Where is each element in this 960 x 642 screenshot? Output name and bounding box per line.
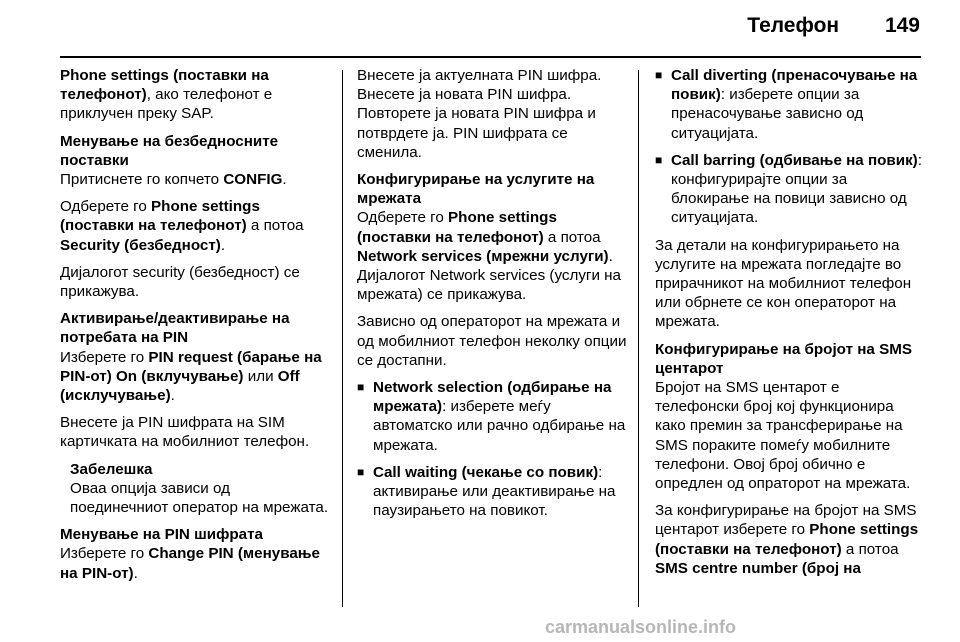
term: Phone settings (поставки на телефонот) (60, 198, 260, 235)
text: : активирање или деактивирање на паузирањето на повикот. (373, 463, 616, 520)
text: Одберете го (357, 209, 449, 227)
text: . (220, 236, 226, 254)
paragraph (655, 501, 927, 578)
term: PIN request (барање на PIN-от) On (вклучување) (60, 348, 322, 385)
term: Call waiting (чекање со повик) (373, 463, 599, 481)
term: Call diverting (пренасочување на повик) (671, 67, 918, 104)
page-number: 149 (884, 14, 920, 37)
term: Call barring (одбивање на повик) (671, 151, 918, 169)
text: , ако телефонот е приклучен преку SAP. (60, 86, 273, 123)
text: : конфигурирајте опции за блокирање на повици зависно од ситуацијата. (671, 151, 922, 227)
text: За конфигурирање на бројот на SMS центарот изберете го (655, 502, 917, 539)
text: Дијалогот Network services (услуги на мрежата) се прикажува. (357, 267, 622, 304)
text: : изберете меѓу автоматско или рачно одбирање на мрежата. (373, 398, 626, 454)
term: Phone settings (поставки на телефонот) (357, 209, 557, 246)
list-item (357, 463, 629, 521)
page-header (747, 14, 920, 38)
paragraph (655, 340, 927, 494)
column-divider (342, 70, 343, 607)
text: Изберете го (60, 348, 149, 366)
column-left (60, 66, 332, 591)
paragraph (60, 66, 332, 124)
paragraph: Зависно од операторот на мрежата и од мобилниот телефон неколку опции се достапни. (357, 313, 627, 369)
text: . (170, 387, 175, 405)
text: . (608, 247, 613, 265)
note-box (60, 460, 332, 518)
term: Security (безбедност) (60, 236, 221, 254)
paragraph: Внесете ја PIN шифрата на SIM картичката на мобилниот телефон. (60, 414, 310, 451)
list-item (655, 66, 927, 143)
watermark: carmanualsonline.info (545, 617, 737, 637)
column-divider (638, 70, 639, 607)
text: . (282, 171, 287, 189)
list-item (357, 378, 629, 455)
paragraph (357, 170, 629, 304)
note-title: Забелешка (70, 460, 153, 478)
paragraph: Внесете ја актуелната PIN шифра. Внесете ја новата PIN шифра. Повторете ја новата PIN шифра и потврдете ја. PIN шифрата се сменила. (357, 67, 602, 161)
text: Притиснете го копчето (60, 171, 224, 189)
section-heading: Активирање/деактивирање на потребата на PIN (60, 310, 290, 347)
term: Network services (мрежни услуги) (357, 247, 609, 265)
term: Change PIN (менување на PIN-от) (60, 545, 321, 582)
paragraph (60, 525, 332, 583)
paragraph (60, 309, 332, 405)
section-heading: Конфигурирање на услугите на мрежата (357, 171, 595, 208)
term: Phone settings (поставки на телефонот) (655, 521, 919, 558)
section-heading: Менување на безбедносните поставки (60, 132, 279, 169)
term: SMS centre number (број на (655, 559, 861, 577)
list-item (655, 151, 927, 228)
text: Изберете го (60, 545, 149, 563)
section-heading: Конфигурирање на бројот на SMS центарот (655, 340, 912, 377)
paragraph (60, 197, 332, 255)
text: . (133, 564, 138, 582)
bullet-list (655, 66, 927, 228)
text: а потоа (543, 228, 601, 246)
header-rule (60, 56, 921, 58)
paragraph (60, 132, 332, 190)
section-heading: Менување на PIN шифрата (60, 526, 263, 544)
text: а потоа (841, 540, 899, 558)
paragraph: Дијалогот security (безбедност) се прикажува. (60, 263, 300, 301)
text: : изберете опции за пренасочување зависно од ситуацијата. (671, 86, 864, 142)
bullet-list (357, 378, 629, 520)
term: Off (исклучување) (60, 367, 300, 405)
term: Phone settings (поставки на телефонот) (60, 67, 269, 104)
text: или (243, 367, 278, 385)
paragraph: За детали на конфигурирањето на услугите на мрежата погледајте во прирачникот на мобилниот телефон или обрнете се кон операторот на мрежата. (655, 236, 912, 331)
column-right (655, 66, 927, 586)
column-middle (357, 66, 629, 528)
page-title: Телефон (747, 14, 840, 37)
text: Одберете го (60, 198, 152, 216)
text: а потоа (246, 217, 304, 235)
note-text: Оваа опција зависи од поединечниот оператор на мрежата. (70, 479, 329, 517)
text: Бројот на SMS центарот е телефонски број кој функционира како премин за трансферирање на SMS пораките помеѓу мобилните телефони. Овој број обично е опредлен од опраторот на мрежата. (655, 379, 911, 493)
term: Network selection (одбирање на мрежата) (373, 379, 612, 416)
term: CONFIG (223, 171, 283, 189)
